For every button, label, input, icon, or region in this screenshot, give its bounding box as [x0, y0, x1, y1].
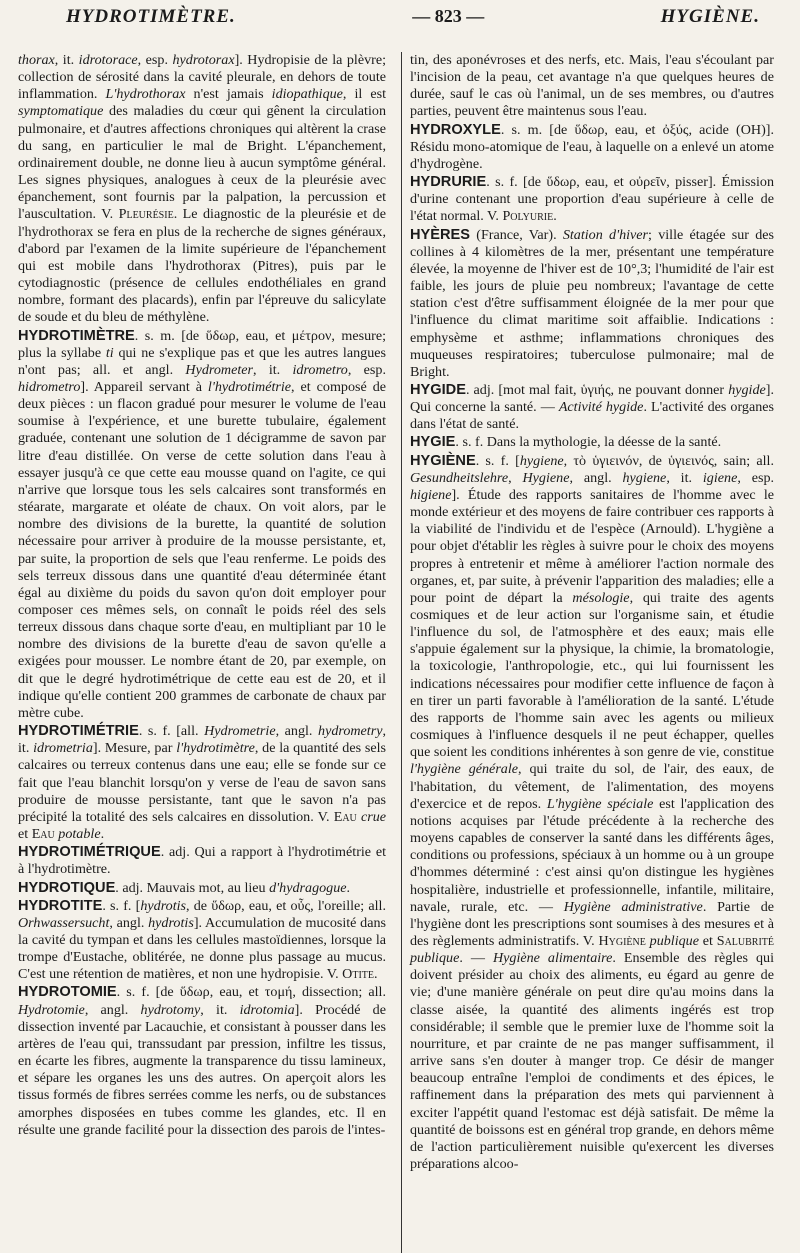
column-rule	[401, 52, 402, 1253]
entry-hydrotomie	[18, 984, 386, 1138]
right-column	[396, 52, 774, 1173]
entry-text: (France, Var). Station d'hiver; ville étagée sur des collines à 4 kilomètres de la mer, présentant une température élevée, la moyenne de l'hiver est de 10°,3; l'humidité de l'air est faible, les jours de pluie peu nombreux; l'avantage de cette station c'est d'être suffisamment éloignée de la mer pour que l'influence du climat maritime soit affaiblie. Indications : emphysème et asthme; inflammations chroniques des muqueuses respiratoires; tuberculose pulmonaire; mal de Bright.	[410, 226, 774, 380]
headword: HYDROTIMÉTRIE	[18, 723, 139, 740]
entry-text: . s. f. Dans la mythologie, la déesse de la santé.	[455, 434, 722, 451]
entry-hygiene	[410, 453, 774, 1174]
headword: HYDROTIMÉTRIQUE	[18, 844, 161, 861]
entry-text: thorax, it. idrotorace, esp. hydrotorax]. Hydropisie de la plèvre; collection de sérosité dans la cavité pleurale, en dehors de toute inflammation. L'hydrothorax n'est jamais idiopathique, il est symptomatique des maladies du cœur qui gênent la circulation pulmonaire, et d'autres affections chroniques qui altèrent la crase du sang, en particulier le mal de Bright. L'épanchement, ordinairement double, ne donne lieu à aucun symptôme général. Les signes physiques, analogues à ceux de la pleurésie avec épanchement, sont fournis par la palpation, la percussion et l'auscultation. V. Pleurésie. Le diagnostic de la pleurésie et de l'hydrothorax se fera en plus de la recherche de signes généraux, d'abord par l'examen de la limite supérieure de l'épanchement qui est mobile dans l'hydrothorax (Pitres), puis par le cytodiagnostic (présence de cellules endothéliales en grand nombre, formant des placards), enfin par l'épreuve du salicylate de soude et du bleu de méthylène.	[18, 52, 387, 326]
entry-text: . s. f. [all. Hydrometrie, angl. hydrometry, it. idrometria]. Mesure, par l'hydrotimètre, de la quantité des sels calcaires ou terreux contenus dans une eau; elle se fonde sur ce fait que l'eau blanchit lorsqu'on y verse de l'eau de savon sans produire de mousse persistante, tant que le savon n'a pas précipité la totalité des sels calcaires en dissolution. V. Eau crue et Eau potable.	[18, 723, 387, 843]
entry-text: . s. f. [de ὕδωρ, eau, et οὐρεῖν, pisser]. Émission d'urine contenant une proportion d'eau supérieure à celle de l'état normal. V. Polyurie.	[410, 174, 774, 225]
headword: HYDROTIQUE	[18, 879, 116, 896]
entry-hygide	[410, 382, 774, 433]
headword: HYDROXYLE	[410, 121, 501, 138]
headword: HYDRURIE	[410, 174, 487, 191]
entry-hydrotique	[18, 880, 386, 897]
headword: HYDROTIMÈTRE	[18, 327, 135, 344]
headword: HYÈRES	[410, 226, 471, 243]
running-head-left: HYDROTIMÈTRE.	[66, 6, 236, 27]
entry-hydrotimetrique	[18, 844, 386, 878]
headword: HYDROTOMIE	[18, 984, 117, 1001]
entry-text: . adj. Qui a rapport à l'hydrotimétrie et à l'hydrotimètre.	[18, 844, 386, 878]
text-columns	[18, 52, 790, 1173]
page-number: — 823 —	[412, 6, 485, 26]
entry-text: . s. f. [hydrotis, de ὕδωρ, eau, et οὖς, l'oreille; all. Orhwassersucht, angl. hydrotis]. Accumulation de mucosité dans la cavité du tympan et dans les cellules mastoïdiennes, lorsque la trompe d'Eustache, oblitérée, ne donne plus passage au mucus. C'est une rétention de matières, et non une hydropisie. V. Otite.	[18, 897, 386, 983]
entry-hygie	[410, 434, 774, 451]
running-head-right: HYGIÈNE.	[660, 6, 760, 27]
entry-text: . adj. [mot mal fait, ὑγιής, ne pouvant donner hygide]. Qui concerne la santé. — Activité hygide. L'activité des organes dans l'état de santé.	[410, 381, 774, 433]
entry-thorax-cont	[18, 52, 386, 327]
entry-text: . adj. Mauvais mot, au lieu d'hydragogue.	[115, 879, 351, 896]
headword: HYGIÈNE	[410, 452, 476, 469]
running-head	[18, 6, 790, 40]
headword: HYGIDE	[410, 381, 466, 398]
entry-hydrotimetre	[18, 328, 386, 723]
entry-text: . s. m. [de ὕδωρ, eau, et ὀξύς, acide (OH)]. Résidu mono-atomique de l'eau, à laquelle on a enlevé un atome d'hydrogène.	[410, 121, 774, 172]
entry-text: tin, des aponévroses et des nerfs, etc. Mais, l'eau s'écoulant par l'incision de la peau, cet avantage n'a que quelques heures de durée, sauf le cas où l'animal, un de ses membres, ou d'autres parties, peuvent être maintenus sous l'eau.	[410, 52, 774, 120]
entry-hydroxyle	[410, 122, 774, 173]
entry-text: . s. f. [de ὕδωρ, eau, et τομή, dissection; all. Hydrotomie, angl. hydrotomy, it. idrotomia]. Procédé de dissection inventé par Lacauchie, et consistant à pousser dans les artères de l'eau qui, transsudant par pression, infiltre les tissus, en écarte les fibres, augmente la transparence du tissu lamineux, et sépare les organes les uns des autres. On aperçoit alors les tissus formés de fibres serrées comme les nerfs, ou de substances amorphes disposées en tubes comme les glandes, etc. Il en résulte une grande facilité pour la dissection des parois de l'intes-	[18, 984, 386, 1138]
entry-hydrotimetrie	[18, 723, 386, 843]
headword: HYGIE	[410, 434, 456, 451]
left-column	[18, 52, 396, 1173]
entry-text: . s. f. [hygiene, τὸ ὑγιεινόν, de ὑγιεινός, sain; all. Gesundheitslehre, Hygiene, angl. hygiene, it. igiene, esp. higiene]. Étude des rapports sanitaires de l'homme avec le monde extérieur et des moyens de faire contribuer ces rapports à la viabilité de l'individu et de l'espèce (Arnould). L'hygiène a pour objet d'établir les règles à suivre pour le choix des moyens propres à entretenir et même à améliorer l'action normale des organes, et, par suite, à prévenir l'apparition des maladies; elle a pour point de départ la mésologie, qui traite des agents cosmiques et de leur action sur l'organisme sain, et étudie l'influence du sol, de l'atmosphère et des eaux; mais elle s'appuie également sur la physique, la chimie, la bromatologie, la toxicologie, l'anthropologie, etc., qui lui fournissent les indications nécessaires pour modifier cette influence de façon à en tirer un parti favorable à l'amélioration de la santé. L'étude des rapports de l'homme sain avec les agents ou milieux cosmiques à l'influence desquels il ne peut échapper, quelles que soient les conditions inhérentes à son genre de vie, constitue l'hygiène générale, qui traite du sol, de l'air, des eaux, de l'habitation, du vêtement, de l'alimentation, des moyens d'exercice et de repos. L'hygiène spéciale est l'application des notions acquises par l'étude précédente à la recherche des moyens capables de conserver la santé dans les différents âges, conditions ou professions, spéciaux à un homme ou à un groupe d'hommes déterminé : c'est ainsi qu'on distingue les hygiènes hospitalière, industrielle et professionnelle, infantile, militaire, navale, rurale, etc. — Hygiène administrative. Partie de l'hygiène dont les prescriptions sont soumises à des mesures et à des règlements administratifs. V. Hygiène publique et Salubrité publique. — Hygiène alimentaire. Ensemble des règles qui doivent présider au choix des aliments, eu égard au genre de vie; d'une manière générale on peut dire qu'au moins dans la classe aisée, la quantité des aliments ingérés est trop considérable; il semble que le premier luxe de l'homme soit la nourriture, et par crainte de ne pas manger suffisamment, il arrive sans s'en douter à manger trop. Ce désir de manger beaucoup entraîne l'emploi de condiments et des épices, le raffinement dans la préparation des mets qui parviennent à exciter l'appétit quand l'estomac est déjà satisfait. De même la quantité de boissons est en général trop grande, en dehors même de l'action particulièrement nuisible qu'exercent les diverses préparations alcoo-	[410, 452, 775, 1172]
entry-hyeres	[410, 227, 774, 381]
entry-hydrotomie-cont	[410, 52, 774, 121]
headword: HYDROTITE	[18, 897, 103, 914]
entry-hydrotite	[18, 898, 386, 984]
entry-text: . s. m. [de ὕδωρ, eau, et μέτρον, mesure; plus la syllabe ti qui ne s'explique pas et que les autres langues n'ont pas; all. et angl. Hydrometer, it. idrometro, esp. hidrometro]. Appareil servant à l'hydrotimétrie, et composé de deux pièces : un flacon gradué pour mesurer le volume de l'eau soumise à l'expérience, et une burette tubulaire, également graduée, contenant une solution de 1 décigramme de savon par litre d'eau distillée. On verse de cette solution dans l'eau à essayer jusqu'à ce que cette eau mousse quand on l'agite, ce qui n'arrive que lorsque tous les sels calcaires sont transformés en stéarate, margarate et oléate de chaux. On voit alors, par le nombre des divisions de la burette, la quantité de solution nécessaire pour arriver à produire de la mousse persistante, et, par suite, la proportion de sels que l'eau renferme. Le poids des sels terreux dissous dans une quantité d'eau déterminée étant égal au dixième du poids du savon qu'on doit employer pour composer ces mêmes sels, on connaît le poids réel des sels terreux dissous dans chaque sorte d'eau, en multipliant par 10 le nombre des divisions de la burette d'eau de savon qu'elle a exigées pour mousser. Le nombre étant de 20, par exemple, on dit que le degré hydrotimétrique de cette eau est de 20, et il indique qu'elle contient 200 grammes de carbonate de chaux par mètre cube.	[18, 327, 387, 721]
entry-hydrurie	[410, 174, 774, 225]
